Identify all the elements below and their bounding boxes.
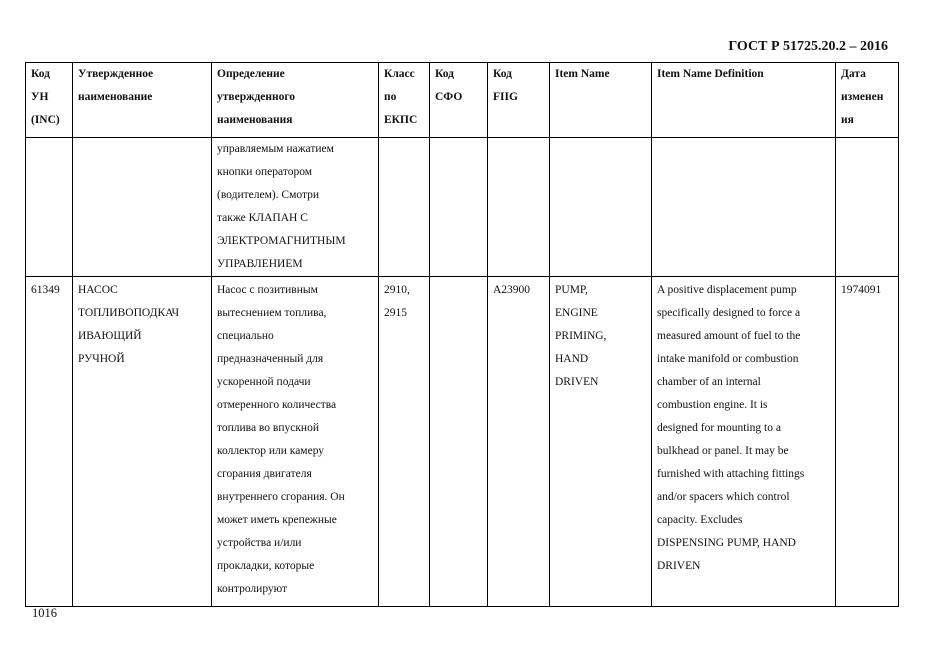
cell-date: 1974091 [836, 277, 899, 607]
column-header-sfo: Код СФО [430, 63, 488, 138]
cell-definition-ru: управляемым нажатием кнопки оператором (водителем). Смотри также КЛАПАН С ЭЛЕКТРОМАГНИТНЫМ УПРАВЛЕНИЕМ [212, 138, 379, 277]
cell-fiig [488, 138, 550, 277]
cell-ekps: 2910, 2915 [379, 277, 430, 607]
cell-name-ru [73, 138, 212, 277]
column-header-date: Дата изменен ия [836, 63, 899, 138]
cell-date [836, 138, 899, 277]
column-header-inc: Код УН (INC) [26, 63, 73, 138]
cell-item-name [550, 138, 652, 277]
cell-inc [26, 138, 73, 277]
cell-sfo [430, 138, 488, 277]
column-header-item-definition: Item Name Definition [652, 63, 836, 138]
table-row [26, 138, 899, 277]
cell-fiig: A23900 [488, 277, 550, 607]
page-number: 1016 [32, 606, 57, 620]
cell-definition-ru: Насос с позитивным вытеснением топлива, специально предназначенный для ускоренной подачи отмеренного количества топлива во впускной коллектор или камеру сгорания двигателя внутреннего сгорания. Он может иметь крепежные устройства и/или прокладки, которые контролируют [212, 277, 379, 607]
cell-sfo [430, 277, 488, 607]
column-header-name-ru: Утвержденное наименование [73, 63, 212, 138]
column-header-item-name: Item Name [550, 63, 652, 138]
cell-item-name: PUMP, ENGINE PRIMING, HAND DRIVEN [550, 277, 652, 607]
standard-code: ГОСТ Р 51725.20.2 – 2016 [728, 39, 888, 54]
column-header-definition-ru: Определение утвержденного наименования [212, 63, 379, 138]
column-header-ekps: Класс по ЕКПС [379, 63, 430, 138]
cell-ekps [379, 138, 430, 277]
cell-item-definition: A positive displacement pump specifically designed to force a measured amount of fuel to the intake manifold or combustion chamber of an internal combustion engine. It is designed for mounting to a bulkhead or panel. It may be furnished with attaching fittings and/or spacers which control capacity. Excludes DISPENSING PUMP, HAND DRIVEN [652, 277, 836, 607]
cell-name-ru: НАСОС ТОПЛИВОПОДКАЧ ИВАЮЩИЙ РУЧНОЙ [73, 277, 212, 607]
column-header-fiig: Код FIIG [488, 63, 550, 138]
item-name-table [25, 62, 899, 607]
cell-inc: 61349 [26, 277, 73, 607]
table-header-row [26, 63, 899, 138]
cell-item-definition [652, 138, 836, 277]
table-row [26, 277, 899, 607]
